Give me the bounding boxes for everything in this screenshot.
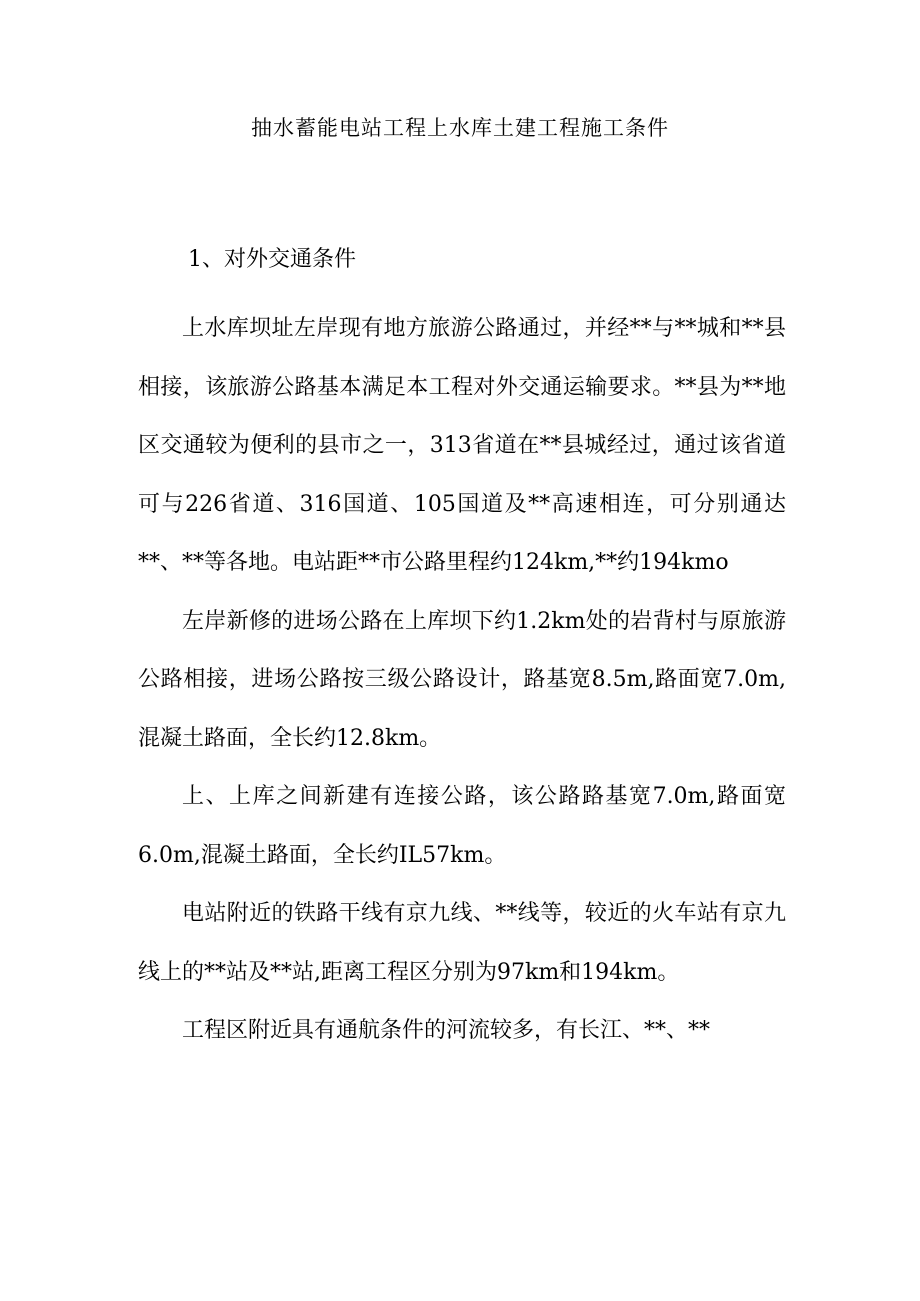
- paragraph: 上、上库之间新建有连接公路，该公路路基宽7.0m,路面宽6.0m,混凝土路面，全长约IL57km。: [138, 784, 786, 868]
- paragraph: 工程区附近具有通航条件的河流较多，有长江、**、**: [182, 1018, 711, 1043]
- document-title: 抽水蓄能电站工程上水库土建工程施工条件: [251, 116, 669, 140]
- document-body: [138, 300, 786, 1061]
- paragraph: 电站附近的铁路干线有京九线、**线等，较近的火车站有京九线上的**站及**站,距离工程区分别为97km和194km。: [138, 901, 786, 985]
- section-heading: 1、对外交通条件: [188, 247, 356, 272]
- paragraph: 上水库坝址左岸现有地方旅游公路通过，并经**与**城和**县相接，该旅游公路基本满足本工程对外交通运输要求。**县为**地区交通较为便利的县市之一，313省道在**县城经过，通过该省道可与226省道、316国道、105国道及**高速相连，可分别通达**、**等各地。电站距**市公路里程约124km,**约194kmo: [138, 316, 786, 575]
- paragraph: 左岸新修的进场公路在上库坝下约1.2km处的岩背村与原旅游公路相接，进场公路按三级公路设计，路基宽8.5m,路面宽7.0m,混凝土路面，全长约12.8km。: [138, 608, 786, 751]
